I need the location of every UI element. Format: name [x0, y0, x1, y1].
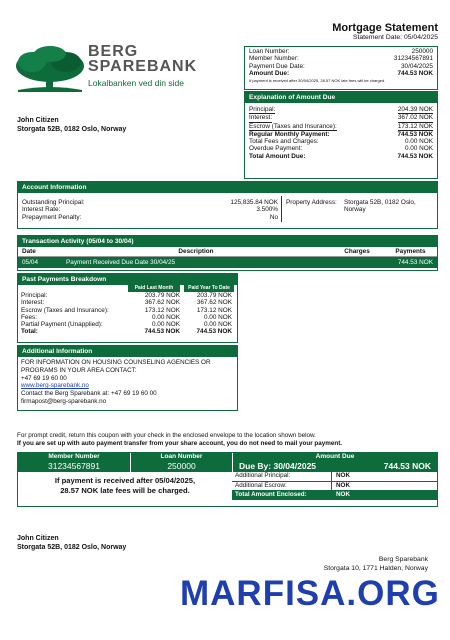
- coupon-notes: [17, 432, 342, 448]
- email-line: firmapost@berg-sparebank.no: [21, 397, 107, 405]
- counseling-phone: +47 69 19 60 00: [21, 374, 67, 382]
- brand-tagline: Lokalbanken ved din side: [88, 78, 184, 88]
- loan-number-row: Loan Number: 250000: [249, 48, 433, 55]
- due-date-row: Payment Due Date: 30/04/2025: [249, 62, 433, 70]
- statement-header: [332, 22, 438, 41]
- member-number-row: Member Number: 31234567891: [249, 55, 433, 63]
- footer-customer: [17, 534, 126, 552]
- explanation-row: Principal: 204.39 NOK: [249, 106, 433, 113]
- total-enclosed-row: Total Amount Enclosed: NOK: [232, 491, 437, 500]
- footer-name: John Citizen: [17, 535, 59, 542]
- explanation-box: [244, 91, 438, 179]
- col-paid-year-to-date: Paid Year To Date: [184, 285, 234, 292]
- coupon-note-2: If you are set up with auto payment transfer from your share account, you do not need to mail your payment.: [17, 440, 343, 447]
- property-line1: Storgata 52B, 0182 Oslo,: [344, 199, 416, 206]
- explanation-rows: [245, 103, 437, 160]
- customer-address: Storgata 52B, 0182 Oslo, Norway: [17, 126, 127, 133]
- brand-name-line2: SPAREBANK: [88, 58, 198, 75]
- additional-principal-field[interactable]: NOK: [336, 472, 350, 479]
- explanation-row: Total Amount Due: 744.53 NOK: [249, 152, 433, 160]
- website-link[interactable]: www.berg-sparebank.no: [21, 382, 89, 390]
- coupon-amount-label: Amount Due: [232, 453, 437, 461]
- additional-info-box: [17, 345, 238, 411]
- late-fee-note: If payment is received after 30/04/2025, 28.57 NOK late fees will be charged.: [249, 78, 386, 84]
- additional-escrow-row: Additional Escrow: NOK: [232, 482, 437, 492]
- explanation-header: Explanation of Amount Due: [245, 92, 437, 103]
- account-info-header: Account Information: [18, 182, 437, 193]
- past-payment-row: Total: 744.53 NOK 744.53 NOK: [21, 328, 232, 336]
- transactions-box: [17, 235, 438, 271]
- past-payments-box: [17, 273, 238, 343]
- interest-rate-row: Interest Rate: 3.500%: [22, 206, 278, 214]
- account-info-box: [17, 181, 438, 229]
- coupon-member-label: Member Number: [48, 453, 100, 460]
- coupon-member-number: 31234567891: [18, 461, 130, 472]
- col-paid-last-month: Paid Last Month: [128, 285, 180, 292]
- transaction-row: 05/04 Payment Received Due Date 30/04/25 744.53 NOK: [18, 257, 437, 268]
- past-payments-rows: [18, 292, 237, 336]
- footer-bank: [324, 555, 428, 573]
- counseling-line2: PROGRAMS IN YOUR AREA CONTACT:: [21, 366, 137, 374]
- customer-block: [17, 116, 126, 134]
- coupon-loan-label: Loan Number: [130, 453, 232, 461]
- coupon-amount: 744.53 NOK: [383, 461, 431, 471]
- additional-escrow-field[interactable]: NOK: [336, 481, 350, 489]
- additional-principal-row: Additional Principal: NOK: [232, 472, 437, 482]
- statement-title: Mortgage Statement: [332, 22, 438, 34]
- total-enclosed-field[interactable]: NOK: [336, 491, 350, 499]
- additional-info-header: Additional Information: [18, 346, 237, 357]
- brand-name-line1: BERG: [88, 43, 139, 60]
- coupon-due-by: Due By: 30/04/2025: [239, 461, 317, 471]
- past-payments-header: Past Payments Breakdown: [18, 274, 237, 285]
- explanation-row: Regular Monthly Payment: 744.53 NOK: [249, 130, 433, 138]
- tree-logo-icon: [10, 44, 90, 96]
- past-payment-row: Partial Payment (Unapplied): 0.00 NOK 0.00 NOK: [21, 321, 232, 329]
- prepayment-penalty-row: Prepayment Penalty: No: [22, 213, 278, 221]
- transactions-header: Transaction Activity (05/04 to 30/04): [18, 236, 437, 247]
- customer-name: John Citizen: [17, 117, 59, 124]
- coupon-late-fee: If payment is received after 05/04/2025, 28.57 NOK late fees will be charged.: [54, 476, 196, 495]
- transactions-columns: Date Description Charges Payments: [18, 247, 437, 257]
- footer-bank-name: Berg Sparebank: [378, 556, 428, 563]
- coupon-note-1: For prompt credit, return this coupon with your check in the enclosed envelope to the location shown below.: [17, 432, 316, 439]
- principal-row: Outstanding Principal: 125,835.84 NOK: [22, 199, 278, 206]
- explanation-row: Escrow (Taxes and Insurance): 173.12 NOK: [249, 122, 433, 130]
- summary-box: [244, 46, 438, 90]
- property-line2: Norway: [344, 206, 366, 214]
- contact-line: Contact the Berg Sparebank at: +47 69 19 60 00: [21, 390, 157, 398]
- past-payment-row: Principal: 203.79 NOK 203.79 NOK: [21, 292, 232, 299]
- bank-logo: [10, 42, 220, 102]
- explanation-row: Interest: 367.02 NOK: [249, 114, 433, 122]
- property-address: Property Address:: [286, 199, 337, 206]
- payment-coupon: [17, 452, 438, 507]
- explanation-row: Overdue Payment: 0.00 NOK: [249, 145, 433, 153]
- counseling-line1: FOR INFORMATION ON HOUSING COUNSELING AGENCIES OR: [21, 359, 211, 366]
- amount-due-row: Amount Due: 744.53 NOK: [249, 69, 433, 77]
- footer-bank-address: Storgata 10, 1771 Halden, Norway: [323, 565, 428, 572]
- past-payment-row: Fees: 0.00 NOK 0.00 NOK: [21, 313, 232, 321]
- watermark-text: MARFISA.ORG: [180, 574, 440, 613]
- explanation-row: Total Fees and Charges: 0.00 NOK: [249, 138, 433, 146]
- statement-date: Statement Date: 05/04/2025: [352, 34, 438, 41]
- past-payment-row: Escrow (Taxes and Insurance): 173.12 NOK 173.12 NOK: [21, 306, 232, 314]
- past-payment-row: Interest: 367.62 NOK 367.62 NOK: [21, 299, 232, 307]
- coupon-loan-number: 250000: [130, 461, 232, 472]
- transactions-rows: [18, 257, 437, 268]
- footer-address: Storgata 52B, 0182 Oslo, Norway: [17, 544, 127, 551]
